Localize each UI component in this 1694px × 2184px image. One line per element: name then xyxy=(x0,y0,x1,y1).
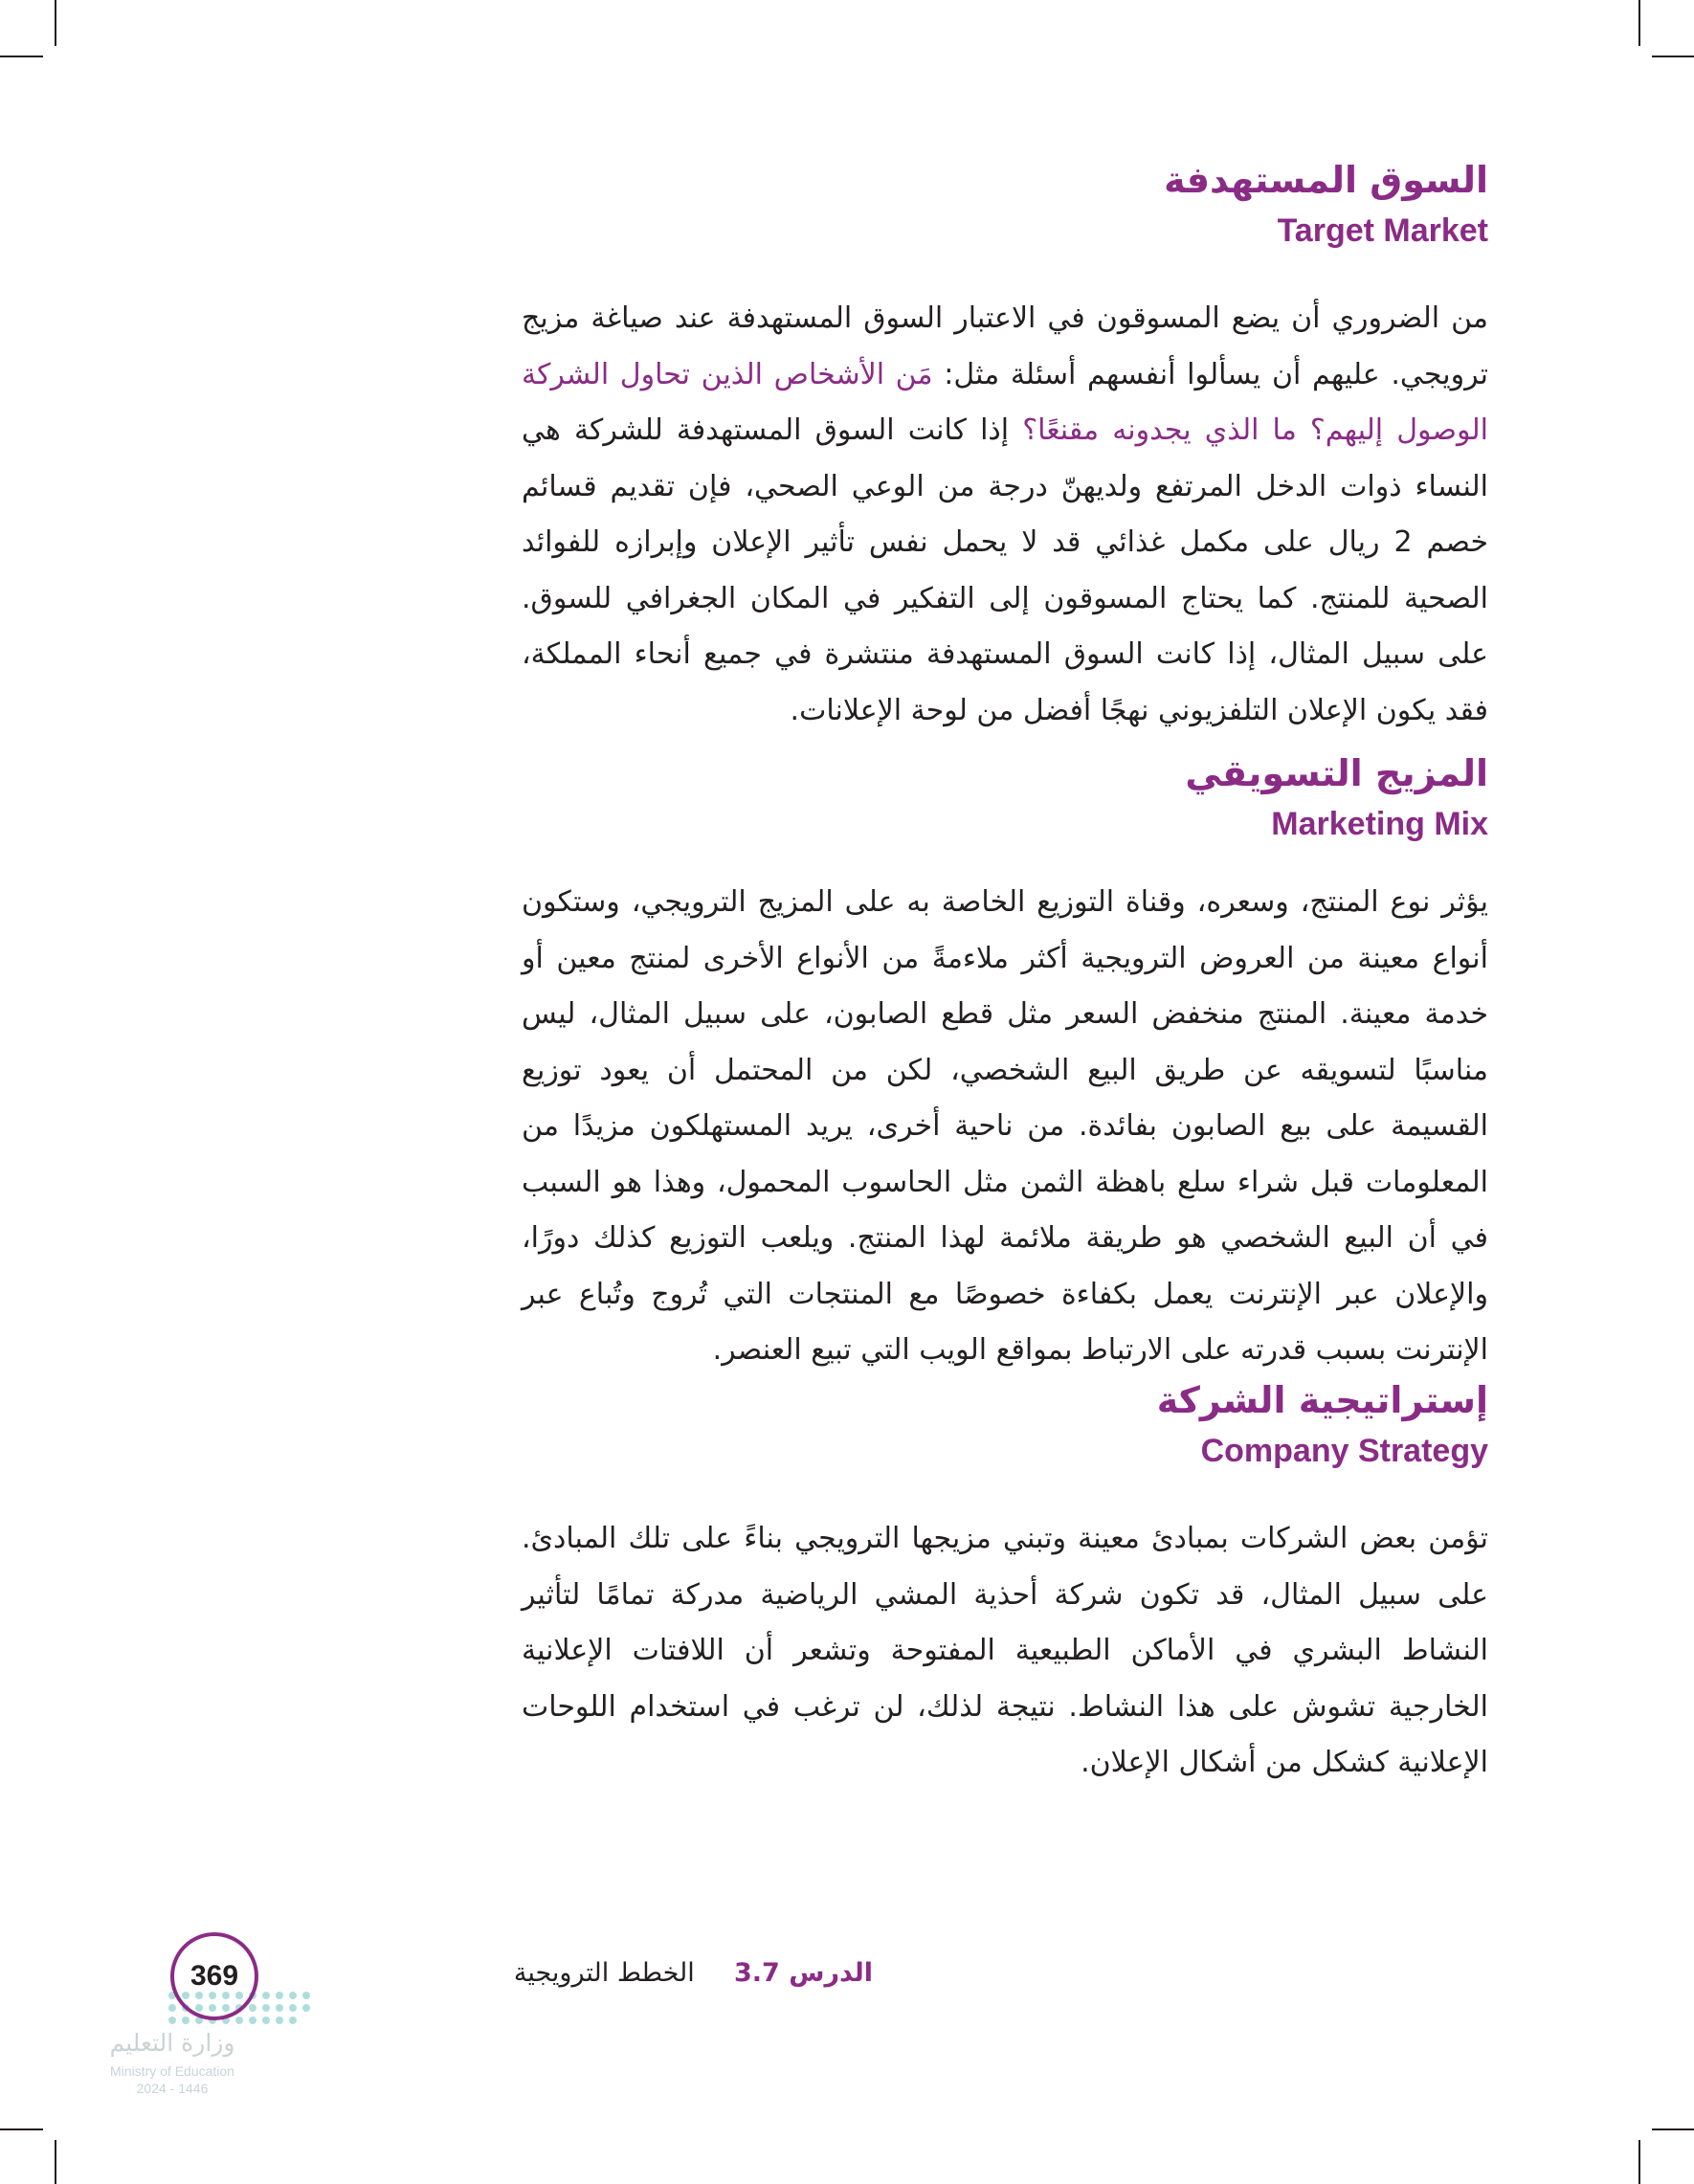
section-title-ar: إستراتيجية الشركة xyxy=(1156,1379,1488,1421)
paragraph-text: من الضروري أن يضع المسوقون في الاعتبار السوق المستهدفة عند صياغة مزيج ترويجي. عليهم أن يسألوا أنفسهم أسئلة مثل: xyxy=(522,301,1488,391)
section-title-en: Target Market xyxy=(1277,212,1488,249)
crop-mark xyxy=(1638,0,1640,46)
crop-mark xyxy=(1652,2128,1694,2130)
section-title-ar: السوق المستهدفة xyxy=(1164,159,1488,201)
section-marketing-mix xyxy=(522,747,1488,1379)
footer-lesson xyxy=(513,1958,873,1988)
section-paragraph xyxy=(522,291,1488,739)
crop-mark xyxy=(0,56,43,57)
ministry-name-ar: وزارة التعليم xyxy=(109,2029,235,2057)
ministry-year: 2024 - 1446 xyxy=(136,2081,209,2096)
section-paragraph: تؤمن بعض الشركات بمبادئ معينة وتبني مزيجها الترويجي بناءً على تلك المبادئ. على سبيل المثال، قد تكون شركة أحذية المشي الرياضية مدركة تمامًا لتأثير النشاط البشري في الأماكن الطبيعية المفتوحة وتشعر أن اللافتات الإعلانية الخارجية تشوش على هذا النشاط. نتيجة لذلك، لن ترغب في استخدام اللوحات الإعلانية كشكل من أشكال الإعلان. xyxy=(522,1522,1488,1779)
paragraph-text: إذا كانت السوق المستهدفة للشركة هي النساء ذوات الدخل المرتفع ولديهنّ درجة من الوعي الصحي، فإن تقديم قسائم خصم 2 ريال على مكمل غذائي قد لا يحمل نفس تأثير الإعلان وإبرازه للفوائد الصحية للمنتج. كما يحتاج المسوقون إلى التفكير في المكان الجغرافي للسوق. على سبيل المثال، إذا كانت السوق المستهدفة منتشرة في جميع أنحاء المملكة، فقد يكون الإعلان التلفزيوني نهجًا أفضل من لوحة الإعلانات. xyxy=(522,413,1488,727)
lesson-title: الخطط الترويجية xyxy=(513,1958,695,1988)
section-company-strategy xyxy=(522,1373,1488,1792)
section-title-en: Marketing Mix xyxy=(1271,806,1488,842)
ministry-name-en xyxy=(96,2062,249,2097)
crop-mark xyxy=(0,2128,43,2130)
crop-mark xyxy=(55,0,56,46)
ministry-name-en-text: Ministry of Education xyxy=(110,2063,234,2079)
section-paragraph: يؤثر نوع المنتج، وسعره، وقناة التوزيع الخاصة به على المزيج الترويجي، وستكون أنواع معينة من العروض الترويجية أكثر ملاءمةً من الأنواع الأخرى لمنتج معين أو خدمة معينة. المنتج منخفض السعر مثل قطع الصابون، على سبيل المثال، ليس مناسبًا لتسويقه عن طريق البيع الشخصي، لكن من المحتمل أن يعود توزيع القسيمة على بيع الصابون بفائدة. من ناحية أخرى، يريد المستهلكون مزيدًا من المعلومات قبل شراء سلع باهظة الثمن مثل الحاسوب المحمول، وهذا هو السبب في أن البيع الشخصي هو طريقة ملائمة لهذا المنتج. ويلعب التوزيع كذلك دورًا، والإعلان عبر الإنترنت يعمل بكفاءة خصوصًا مع المنتجات التي تُروج وتُباع عبر الإنترنت بسبب قدرته على الارتباط بمواقع الويب التي تبيع العنصر. xyxy=(522,885,1488,1367)
crop-mark xyxy=(1652,56,1694,57)
section-title-ar: المزيج التسويقي xyxy=(1185,752,1488,794)
crop-mark xyxy=(1638,2140,1640,2184)
section-title-en: Company Strategy xyxy=(1200,1433,1488,1469)
crop-mark xyxy=(55,2140,56,2184)
lesson-label: الدرس 3.7 xyxy=(733,1958,873,1988)
highlighted-question: مَن الأشخاص الذين تحاول الشركة الوصول إليهم؟ ما الذي يجدونه مقنعًا؟ xyxy=(522,357,1488,447)
page-number: 369 xyxy=(170,1932,258,2020)
section-target-market xyxy=(522,153,1488,739)
